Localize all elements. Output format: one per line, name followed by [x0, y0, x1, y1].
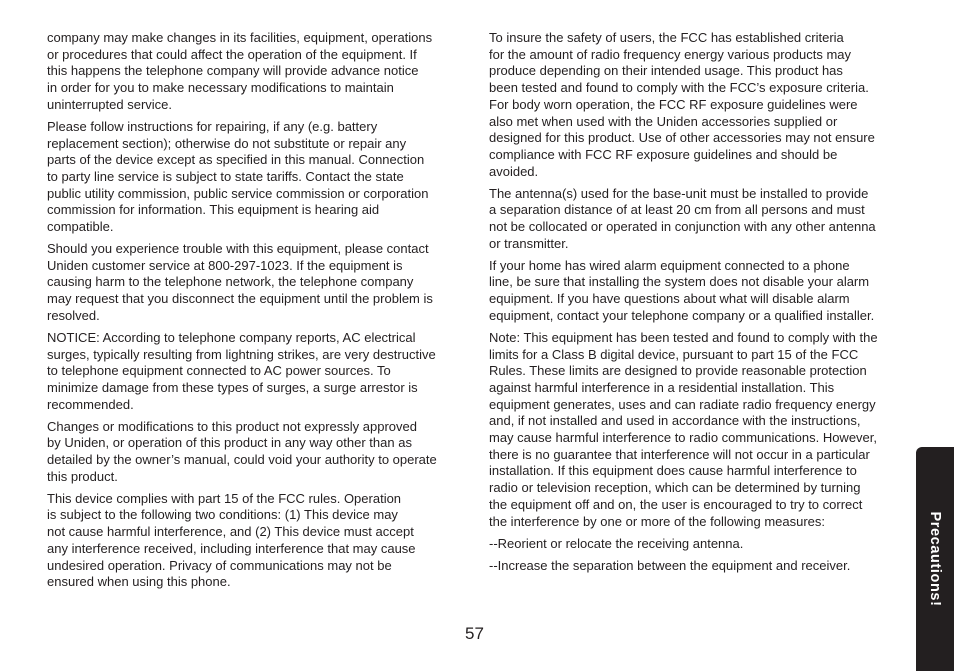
section-tab-label: Precautions!	[927, 511, 943, 607]
paragraph-surge-notice: NOTICE: According to telephone company reports, AC electrical surges, typically resulting from lightning strikes, are very destructive to telephone equipment connected to AC power sources. To minimize damage from these types of surges, a surge arrestor is recommended.	[47, 329, 436, 412]
paragraph-class-b-note: Note: This equipment has been tested and found to comply with the limits for a Class B digital device, pursuant to part 15 of the FCC Rules. These limits are designed to provide reasonable protection against harmful interference in a residential installation. This equipment generates, uses and can radiate radio frequency energy and, if not installed and used in accordance with the instructions, may cause harmful interference to radio communications. However, there is no guarantee that interference will not occur in a particular installation. If this equipment does cause harmful interference to radio or television reception, which can be determined by turning the equipment off and on, the user is encouraged to try to correct the interference by one or more of the following measures:	[489, 329, 878, 529]
measure-increase-separation: --Increase the separation between the equipment and receiver.	[489, 557, 851, 573]
paragraph-rf-exposure: To insure the safety of users, the FCC has established criteria for the amount of radio frequency energy various products may produce depending on their intended usage. This product has been tested and found to comply with the FCC’s exposure criteria. For body worn operation, the FCC RF exposure guidelines were also met when used with the Uniden accessories supplied or designed for this product. Use of other accessories may not ensure compliance with FCC RF exposure guidelines and should be avoided.	[489, 30, 875, 179]
paragraph-repair-instructions: Please follow instructions for repairing, if any (e.g. battery replacement section); otherwise do not substitute or repair any parts of the device except as specified in this manual. Connection to party line service is subject to state tariffs. Contact the state public utility commission, public service commission or corporation commission for information. This equipment is hearing aid compatible.	[47, 118, 429, 235]
paragraph-antenna-separation: The antenna(s) used for the base-unit must be installed to provide a separation distance of at least 20 cm from all persons and must not be collocated or operated in conjunction with any other antenna or transmitter.	[489, 185, 876, 251]
paragraph-modifications: Changes or modifications to this product not expressly approved by Uniden, or operation of this product in any way other than as detailed by the owner’s manual, could void your authority to operate this product.	[47, 418, 437, 484]
left-text-column	[47, 30, 465, 596]
paragraph-service-changes: company may make changes in its facilities, equipment, operations or procedures that could affect the operation of the equipment. If this happens the telephone company will provide advance notice in order for you to make necessary modifications to maintain uninterrupted service.	[47, 30, 433, 112]
paragraph-alarm-equipment: If your home has wired alarm equipment connected to a phone line, be sure that installing the system does not disable your alarm equipment. If you have questions about what will disable alarm equipment, contact your telephone company or a qualified installer.	[489, 257, 875, 323]
page-number: 57	[465, 624, 484, 643]
measure-reorient-antenna: --Reorient or relocate the receiving antenna.	[489, 535, 744, 551]
paragraph-fcc-part15: This device complies with part 15 of the FCC rules. Operation is subject to the following two conditions: (1) This device may not cause harmful interference, and (2) This device must accept any interference received, including interference that may cause undesired operation. Privacy of communications may not be ensured when using this phone.	[47, 490, 416, 590]
section-side-tab	[916, 447, 954, 671]
right-text-column	[489, 30, 909, 580]
paragraph-customer-service: Should you experience trouble with this equipment, please contact Uniden customer service at 800-297-1023. If the equipment is causing harm to the telephone network, the telephone company may request that you disconnect the equipment until the problem is resolved.	[47, 241, 433, 323]
